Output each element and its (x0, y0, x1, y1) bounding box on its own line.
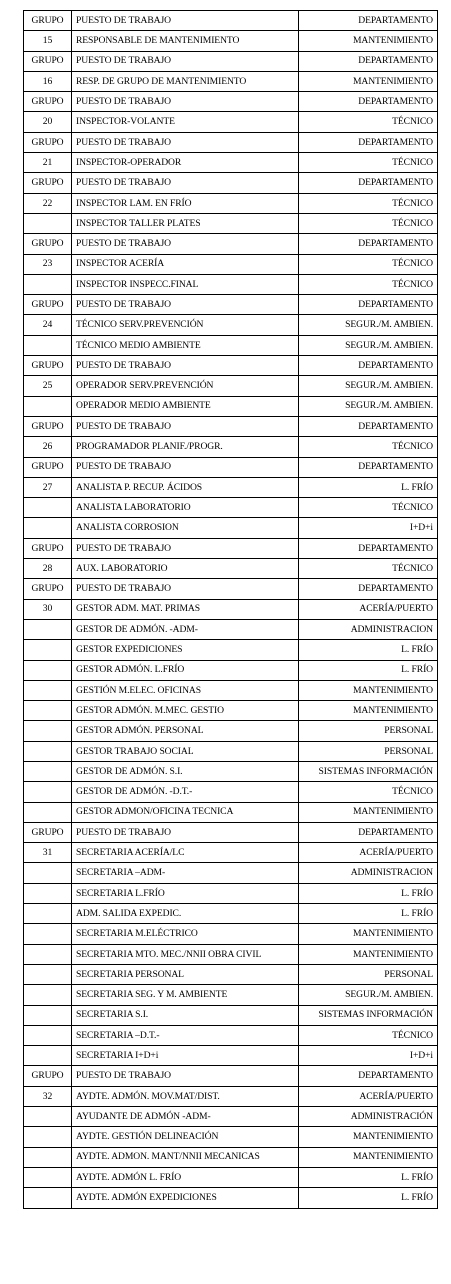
header-departamento: DEPARTAMENTO (299, 132, 438, 152)
header-puesto: PUESTO DE TRABAJO (72, 132, 299, 152)
header-grupo: GRUPO (24, 538, 72, 558)
cell-departamento: TÉCNICO (299, 254, 438, 274)
table-header-row (24, 538, 438, 558)
header-departamento: DEPARTAMENTO (299, 822, 438, 842)
cell-grupo (24, 335, 72, 355)
cell-grupo (24, 498, 72, 518)
cell-puesto: SECRETARIA L.FRÍO (72, 883, 299, 903)
cell-grupo (24, 1046, 72, 1066)
cell-grupo: 22 (24, 193, 72, 213)
cell-grupo (24, 863, 72, 883)
cell-puesto: TÉCNICO MEDIO AMBIENTE (72, 335, 299, 355)
cell-departamento: L. FRÍO (299, 1188, 438, 1208)
cell-grupo: 31 (24, 843, 72, 863)
cell-departamento: SEGUR./M. AMBIEN. (299, 376, 438, 396)
header-puesto: PUESTO DE TRABAJO (72, 822, 299, 842)
cell-departamento: TÉCNICO (299, 213, 438, 233)
table-row (24, 782, 438, 802)
cell-grupo (24, 904, 72, 924)
cell-departamento: MANTENIMIENTO (299, 1147, 438, 1167)
cell-grupo (24, 944, 72, 964)
cell-grupo: 20 (24, 112, 72, 132)
cell-puesto: AYDTE. ADMÓN L. FRÍO (72, 1167, 299, 1187)
header-departamento: DEPARTAMENTO (299, 295, 438, 315)
cell-puesto: SECRETARIA –ADM- (72, 863, 299, 883)
cell-departamento: MANTENIMIENTO (299, 1127, 438, 1147)
cell-grupo: 26 (24, 437, 72, 457)
cell-departamento: L. FRÍO (299, 640, 438, 660)
table-row (24, 843, 438, 863)
cell-puesto: SECRETARIA M.ELÉCTRICO (72, 924, 299, 944)
cell-grupo (24, 274, 72, 294)
cell-grupo (24, 1107, 72, 1127)
cell-puesto: INSPECTOR TALLER PLATES (72, 213, 299, 233)
cell-grupo: 25 (24, 376, 72, 396)
cell-departamento: ACERÍA/PUERTO (299, 1086, 438, 1106)
cell-puesto: GESTOR ADM. MAT. PRIMAS (72, 599, 299, 619)
cell-grupo (24, 761, 72, 781)
table-row (24, 701, 438, 721)
cell-grupo (24, 741, 72, 761)
table-row (24, 193, 438, 213)
header-puesto: PUESTO DE TRABAJO (72, 416, 299, 436)
cell-departamento: L. FRÍO (299, 477, 438, 497)
header-grupo: GRUPO (24, 92, 72, 112)
table-row (24, 213, 438, 233)
header-departamento: DEPARTAMENTO (299, 356, 438, 376)
cell-departamento: MANTENIMIENTO (299, 701, 438, 721)
cell-puesto: AYUDANTE DE ADMÓN -ADM- (72, 1107, 299, 1127)
header-grupo: GRUPO (24, 132, 72, 152)
header-grupo: GRUPO (24, 457, 72, 477)
cell-departamento: TÉCNICO (299, 498, 438, 518)
cell-puesto: GESTOR ADMÓN. PERSONAL (72, 721, 299, 741)
cell-grupo: 24 (24, 315, 72, 335)
cell-grupo (24, 640, 72, 660)
cell-puesto: GESTOR ADMÓN. L.FRÍO (72, 660, 299, 680)
cell-departamento: ACERÍA/PUERTO (299, 599, 438, 619)
cell-departamento: ACERÍA/PUERTO (299, 843, 438, 863)
table-row (24, 741, 438, 761)
header-departamento: DEPARTAMENTO (299, 173, 438, 193)
table-header-row (24, 173, 438, 193)
table-row (24, 518, 438, 538)
cell-grupo (24, 680, 72, 700)
table-header-row (24, 822, 438, 842)
table-row (24, 1127, 438, 1147)
document-page (23, 10, 437, 1209)
cell-grupo (24, 619, 72, 639)
cell-grupo: 15 (24, 31, 72, 51)
cell-departamento: L. FRÍO (299, 1167, 438, 1187)
header-departamento: DEPARTAMENTO (299, 11, 438, 31)
cell-grupo (24, 1127, 72, 1147)
header-grupo: GRUPO (24, 579, 72, 599)
table-row (24, 498, 438, 518)
table-row (24, 153, 438, 173)
cell-grupo: 23 (24, 254, 72, 274)
cell-departamento: PERSONAL (299, 741, 438, 761)
cell-puesto: ANALISTA CORROSION (72, 518, 299, 538)
cell-grupo: 32 (24, 1086, 72, 1106)
header-departamento: DEPARTAMENTO (299, 234, 438, 254)
table-row (24, 761, 438, 781)
cell-departamento: PERSONAL (299, 721, 438, 741)
cell-puesto: OPERADOR SERV.PREVENCIÓN (72, 376, 299, 396)
header-puesto: PUESTO DE TRABAJO (72, 51, 299, 71)
cell-puesto: GESTOR ADMÓN. M.MEC. GESTIO (72, 701, 299, 721)
table-header-row (24, 11, 438, 31)
table-row (24, 1086, 438, 1106)
cell-departamento: L. FRÍO (299, 883, 438, 903)
cell-puesto: GESTOR DE ADMÓN. -ADM- (72, 619, 299, 639)
table-row (24, 1005, 438, 1025)
cell-grupo: 28 (24, 559, 72, 579)
cell-departamento: ADMINISTRACION (299, 863, 438, 883)
table-body (24, 11, 438, 1209)
job-positions-table (23, 10, 438, 1209)
cell-grupo: 30 (24, 599, 72, 619)
cell-puesto: SECRETARIA ACERÍA/LC (72, 843, 299, 863)
table-row (24, 802, 438, 822)
header-puesto: PUESTO DE TRABAJO (72, 11, 299, 31)
cell-puesto: SECRETARIA –D.T.- (72, 1025, 299, 1045)
cell-puesto: AYDTE. ADMÓN. MOV.MAT/DIST. (72, 1086, 299, 1106)
header-grupo: GRUPO (24, 295, 72, 315)
cell-grupo (24, 396, 72, 416)
header-departamento: DEPARTAMENTO (299, 416, 438, 436)
table-header-row (24, 416, 438, 436)
header-puesto: PUESTO DE TRABAJO (72, 295, 299, 315)
header-grupo: GRUPO (24, 822, 72, 842)
cell-puesto: OPERADOR MEDIO AMBIENTE (72, 396, 299, 416)
header-departamento: DEPARTAMENTO (299, 92, 438, 112)
cell-departamento: MANTENIMIENTO (299, 31, 438, 51)
header-grupo: GRUPO (24, 51, 72, 71)
cell-puesto: ADM. SALIDA EXPEDIC. (72, 904, 299, 924)
header-departamento: DEPARTAMENTO (299, 51, 438, 71)
table-row (24, 376, 438, 396)
table-header-row (24, 92, 438, 112)
cell-puesto: GESTOR ADMON/OFICINA TECNICA (72, 802, 299, 822)
table-row (24, 477, 438, 497)
header-puesto: PUESTO DE TRABAJO (72, 538, 299, 558)
cell-grupo (24, 782, 72, 802)
table-row (24, 1147, 438, 1167)
cell-departamento: TÉCNICO (299, 153, 438, 173)
table-row (24, 315, 438, 335)
cell-puesto: INSPECTOR LAM. EN FRÍO (72, 193, 299, 213)
cell-departamento: TÉCNICO (299, 193, 438, 213)
header-puesto: PUESTO DE TRABAJO (72, 356, 299, 376)
header-grupo: GRUPO (24, 173, 72, 193)
cell-grupo (24, 518, 72, 538)
table-row (24, 1046, 438, 1066)
cell-departamento: MANTENIMIENTO (299, 944, 438, 964)
cell-grupo (24, 964, 72, 984)
cell-grupo (24, 1167, 72, 1187)
cell-departamento: TÉCNICO (299, 437, 438, 457)
table-row (24, 619, 438, 639)
table-header-row (24, 579, 438, 599)
cell-departamento: L. FRÍO (299, 660, 438, 680)
cell-puesto: ANALISTA LABORATORIO (72, 498, 299, 518)
cell-departamento: MANTENIMIENTO (299, 680, 438, 700)
cell-grupo (24, 1147, 72, 1167)
cell-departamento: SISTEMAS INFORMACIÓN (299, 1005, 438, 1025)
cell-grupo (24, 924, 72, 944)
cell-grupo (24, 213, 72, 233)
table-row (24, 904, 438, 924)
cell-grupo: 16 (24, 71, 72, 91)
cell-puesto: SECRETARIA PERSONAL (72, 964, 299, 984)
cell-departamento: ADMINISTRACIÓN (299, 1107, 438, 1127)
table-row (24, 883, 438, 903)
table-row (24, 1188, 438, 1208)
cell-grupo (24, 701, 72, 721)
cell-puesto: AYDTE. ADMON. MANT/NNII MECANICAS (72, 1147, 299, 1167)
header-puesto: PUESTO DE TRABAJO (72, 579, 299, 599)
cell-grupo (24, 660, 72, 680)
cell-departamento: SEGUR./M. AMBIEN. (299, 985, 438, 1005)
cell-grupo (24, 1188, 72, 1208)
table-row (24, 944, 438, 964)
cell-departamento: SISTEMAS INFORMACIÓN (299, 761, 438, 781)
table-row (24, 640, 438, 660)
cell-departamento: SEGUR./M. AMBIEN. (299, 315, 438, 335)
cell-puesto: GESTOR DE ADMÓN. S.I. (72, 761, 299, 781)
header-puesto: PUESTO DE TRABAJO (72, 1066, 299, 1086)
table-row (24, 254, 438, 274)
header-departamento: DEPARTAMENTO (299, 457, 438, 477)
header-grupo: GRUPO (24, 416, 72, 436)
header-grupo: GRUPO (24, 1066, 72, 1086)
cell-puesto: SECRETARIA SEG. Y M. AMBIENTE (72, 985, 299, 1005)
table-header-row (24, 132, 438, 152)
cell-grupo (24, 721, 72, 741)
cell-puesto: GESTOR EXPEDICIONES (72, 640, 299, 660)
cell-departamento: TÉCNICO (299, 274, 438, 294)
table-row (24, 924, 438, 944)
cell-puesto: GESTIÓN M.ELEC. OFICINAS (72, 680, 299, 700)
table-row (24, 964, 438, 984)
cell-departamento: L. FRÍO (299, 904, 438, 924)
table-row (24, 1025, 438, 1045)
header-departamento: DEPARTAMENTO (299, 538, 438, 558)
cell-grupo: 21 (24, 153, 72, 173)
table-row (24, 599, 438, 619)
cell-puesto: SECRETARIA I+D+i (72, 1046, 299, 1066)
table-row (24, 437, 438, 457)
cell-departamento: I+D+i (299, 518, 438, 538)
table-row (24, 71, 438, 91)
cell-puesto: RESPONSABLE DE MANTENIMIENTO (72, 31, 299, 51)
table-row (24, 863, 438, 883)
header-departamento: DEPARTAMENTO (299, 579, 438, 599)
table-header-row (24, 51, 438, 71)
cell-puesto: TÉCNICO SERV.PREVENCIÓN (72, 315, 299, 335)
table-header-row (24, 1066, 438, 1086)
cell-grupo (24, 802, 72, 822)
cell-departamento: TÉCNICO (299, 782, 438, 802)
cell-departamento: TÉCNICO (299, 1025, 438, 1045)
table-row (24, 680, 438, 700)
cell-departamento: ADMINISTRACION (299, 619, 438, 639)
cell-puesto: AUX. LABORATORIO (72, 559, 299, 579)
cell-puesto: SECRETARIA MTO. MEC./NNII OBRA CIVIL (72, 944, 299, 964)
header-grupo: GRUPO (24, 11, 72, 31)
table-row (24, 559, 438, 579)
cell-grupo (24, 1025, 72, 1045)
cell-puesto: AYDTE. ADMÓN EXPEDICIONES (72, 1188, 299, 1208)
cell-puesto: INSPECTOR-OPERADOR (72, 153, 299, 173)
cell-puesto: GESTOR TRABAJO SOCIAL (72, 741, 299, 761)
header-puesto: PUESTO DE TRABAJO (72, 457, 299, 477)
cell-departamento: I+D+i (299, 1046, 438, 1066)
cell-departamento: PERSONAL (299, 964, 438, 984)
cell-puesto: PROGRAMADOR PLANIF./PROGR. (72, 437, 299, 457)
table-row (24, 1107, 438, 1127)
cell-puesto: RESP. DE GRUPO DE MANTENIMIENTO (72, 71, 299, 91)
table-row (24, 396, 438, 416)
table-row (24, 1167, 438, 1187)
table-header-row (24, 457, 438, 477)
header-departamento: DEPARTAMENTO (299, 1066, 438, 1086)
cell-grupo (24, 985, 72, 1005)
header-puesto: PUESTO DE TRABAJO (72, 173, 299, 193)
cell-departamento: TÉCNICO (299, 112, 438, 132)
table-row (24, 112, 438, 132)
table-row (24, 660, 438, 680)
cell-grupo (24, 883, 72, 903)
cell-departamento: SEGUR./M. AMBIEN. (299, 396, 438, 416)
cell-puesto: GESTOR DE ADMÓN. -D.T.- (72, 782, 299, 802)
cell-puesto: AYDTE. GESTIÓN DELINEACIÓN (72, 1127, 299, 1147)
table-header-row (24, 295, 438, 315)
table-row (24, 985, 438, 1005)
table-row (24, 335, 438, 355)
header-puesto: PUESTO DE TRABAJO (72, 92, 299, 112)
cell-puesto: SECRETARIA S.I. (72, 1005, 299, 1025)
cell-departamento: MANTENIMIENTO (299, 924, 438, 944)
table-row (24, 274, 438, 294)
header-puesto: PUESTO DE TRABAJO (72, 234, 299, 254)
cell-puesto: INSPECTOR INSPECC.FINAL (72, 274, 299, 294)
cell-departamento: SEGUR./M. AMBIEN. (299, 335, 438, 355)
header-grupo: GRUPO (24, 234, 72, 254)
table-header-row (24, 356, 438, 376)
cell-grupo (24, 1005, 72, 1025)
cell-departamento: MANTENIMIENTO (299, 802, 438, 822)
table-header-row (24, 234, 438, 254)
cell-puesto: INSPECTOR-VOLANTE (72, 112, 299, 132)
cell-puesto: ANALISTA P. RECUP. ÁCIDOS (72, 477, 299, 497)
table-row (24, 721, 438, 741)
cell-puesto: INSPECTOR ACERÍA (72, 254, 299, 274)
table-row (24, 31, 438, 51)
header-grupo: GRUPO (24, 356, 72, 376)
cell-departamento: TÉCNICO (299, 559, 438, 579)
cell-departamento: MANTENIMIENTO (299, 71, 438, 91)
cell-grupo: 27 (24, 477, 72, 497)
